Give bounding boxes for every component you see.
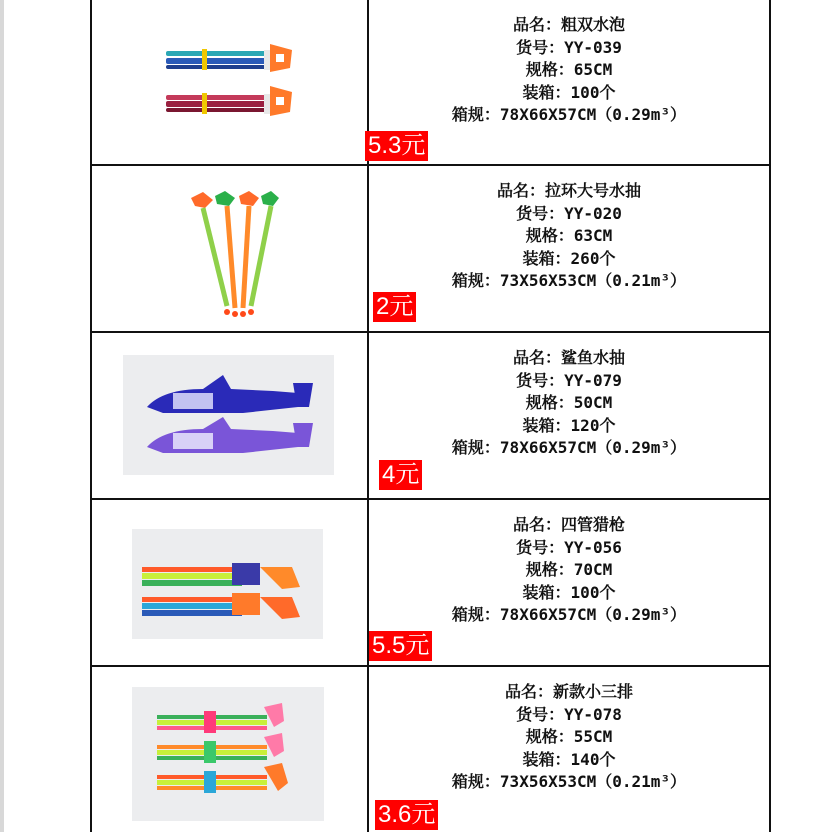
product-code: 货号：YY-078	[516, 704, 622, 724]
price-tag: 5.5元	[369, 631, 432, 661]
price-tag: 5.3元	[365, 131, 428, 161]
product-name: 品名：拉环大号水抽	[496, 181, 641, 200]
product-pack-qty: 装箱：140个	[522, 749, 616, 769]
product-name: 品名：粗双水泡	[512, 15, 625, 34]
product-row	[92, 667, 769, 832]
product-info-cell	[369, 0, 769, 164]
product-details	[369, 347, 769, 460]
product-info-cell	[369, 333, 769, 498]
product-code: 货号：YY-056	[516, 537, 622, 557]
product-row	[92, 333, 769, 500]
product-image-cell	[92, 667, 369, 832]
pull-ring-water-pump-icon	[187, 188, 282, 323]
product-pack-qty: 装箱：100个	[522, 582, 616, 602]
product-info-cell	[369, 500, 769, 665]
product-table	[90, 0, 771, 832]
shark-water-pump-icon	[123, 355, 334, 475]
price-tag: 2元	[373, 292, 416, 322]
product-code: 货号：YY-039	[516, 37, 622, 57]
product-row	[92, 166, 769, 333]
product-carton-size: 箱规：78X66X57CM（0.29m³）	[451, 605, 687, 624]
product-size: 规格：65CM	[525, 60, 613, 79]
product-name: 品名：鲨鱼水抽	[512, 348, 625, 367]
product-code: 货号：YY-020	[516, 203, 622, 223]
product-pack-qty: 装箱：120个	[522, 415, 616, 435]
product-image-cell	[92, 333, 369, 498]
product-size: 规格：63CM	[525, 226, 613, 245]
product-details	[369, 514, 769, 627]
product-size: 规格：55CM	[525, 727, 613, 746]
product-details	[369, 180, 769, 293]
product-code: 货号：YY-079	[516, 370, 622, 390]
page-edge-rule	[0, 0, 4, 832]
product-pack-qty: 装箱：260个	[522, 248, 616, 268]
product-pack-qty: 装箱：100个	[522, 82, 616, 102]
product-info-cell	[369, 166, 769, 331]
product-size: 规格：70CM	[525, 560, 613, 579]
product-row	[92, 500, 769, 667]
product-details	[369, 14, 769, 127]
product-name: 品名：新款小三排	[504, 682, 633, 701]
product-info-cell	[369, 667, 769, 832]
triple-row-water-gun-icon	[132, 687, 324, 821]
double-tube-water-gun-icon	[162, 40, 297, 120]
product-name: 品名：四管猎枪	[512, 515, 625, 534]
product-details	[369, 681, 769, 794]
product-image-cell	[92, 0, 369, 164]
product-carton-size: 箱规：78X66X57CM（0.29m³）	[451, 438, 687, 457]
product-image-cell	[92, 500, 369, 665]
price-tag: 3.6元	[375, 800, 438, 830]
product-carton-size: 箱规：78X66X57CM（0.29m³）	[451, 105, 687, 124]
product-size: 规格：50CM	[525, 393, 613, 412]
price-tag: 4元	[379, 460, 422, 490]
product-carton-size: 箱规：73X56X53CM（0.21m³）	[451, 772, 687, 791]
product-row	[92, 0, 769, 166]
four-tube-shotgun-icon	[132, 529, 323, 639]
product-carton-size: 箱规：73X56X53CM（0.21m³）	[451, 271, 687, 290]
product-image-cell	[92, 166, 369, 331]
